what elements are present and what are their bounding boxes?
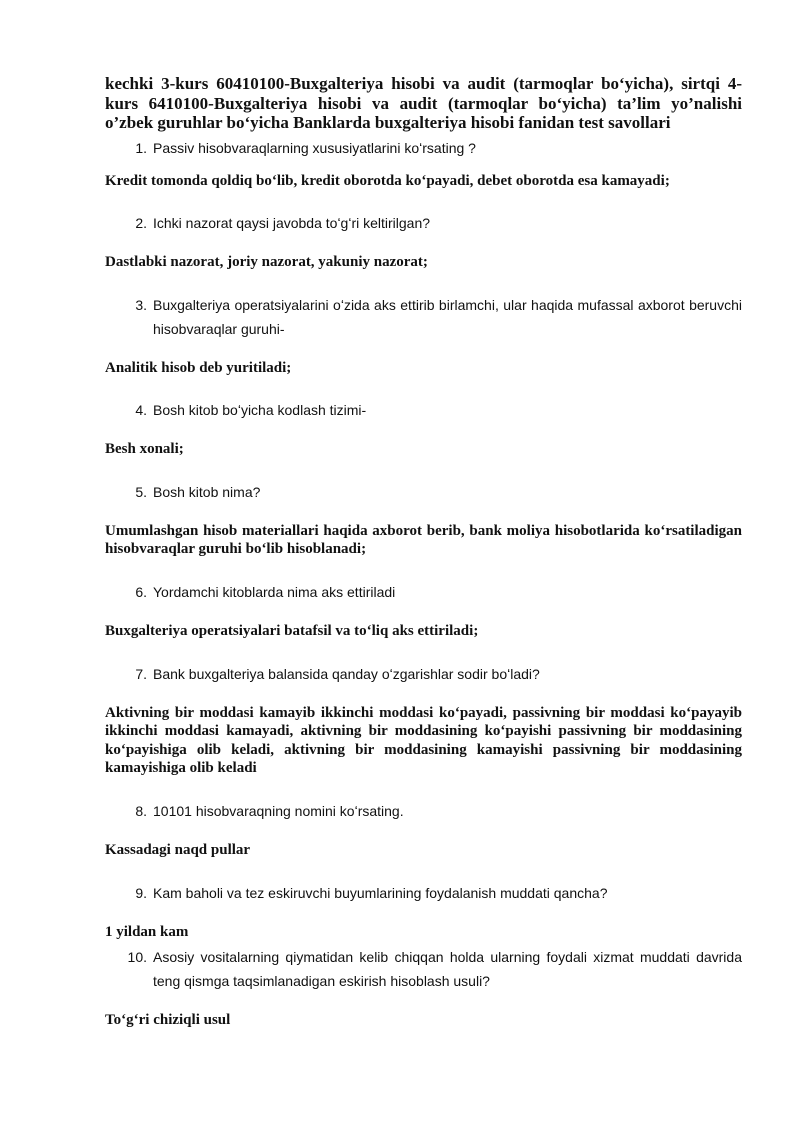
answer-text: Besh xonali; — [105, 441, 184, 458]
question-text: Bosh kitob nima? — [153, 483, 261, 500]
question-item — [105, 580, 742, 641]
document-title: kechki 3-kurs 60410100-Buxgalteriya hisobi va audit (tarmoqlar bo‘yicha), sirtqi 4-kurs 6410100-Buxgalteriya hisobi va audit (tarmoqlar bo‘yicha) ta’lim yo’nalishi o’zbek guruhlar bo‘yicha Banklarda buxgalteriya hisobi fanidan test savollari — [105, 74, 742, 132]
document-page — [105, 74, 742, 1051]
question-number: 6. — [135, 584, 147, 601]
question-number: 1. — [135, 139, 147, 156]
answer-text: Aktivning bir moddasi kamayib ikkinchi moddasi ko‘payadi, passivning bir moddasi ko‘payayib ikkinchi moddasi kamayadi, aktivning bir moddasining ko‘payishi passivning bir moddasining ko‘payishiga olib keladi, aktivning bir moddasining kamayishi passivning bir moddasining kamayishiga olib keladi — [105, 704, 742, 777]
question-row — [105, 398, 742, 422]
question-row — [105, 580, 742, 604]
question-item — [105, 136, 742, 191]
question-item — [105, 945, 742, 1030]
answer-text: Kredit tomonda qoldiq bo‘lib, kredit oborotda ko‘payadi, debet oborotda esa kamayadi; — [105, 172, 670, 189]
question-text: Buxgalteriya operatsiyalarini oʻzida aks ettirib birlamchi, ular haqida mufassal axborot beruvchi hisobvaraqlar guruhi- — [153, 296, 742, 337]
question-row — [105, 799, 742, 823]
question-row — [105, 293, 742, 341]
answer-text: Kassadagi naqd pullar — [105, 842, 251, 859]
question-item — [105, 662, 742, 778]
question-number: 4. — [135, 402, 147, 419]
question-row — [105, 211, 742, 235]
question-item — [105, 398, 742, 459]
question-number: 10. — [127, 949, 147, 966]
question-text: Bank buxgalteriya balansida qanday oʻzgarishlar sodir boʻladi? — [153, 665, 540, 682]
answer-text: Analitik hisob deb yuritiladi; — [105, 359, 292, 376]
question-text: Kam baholi va tez eskiruvchi buyumlarining foydalanish muddati qancha? — [153, 884, 608, 901]
question-number: 3. — [135, 296, 147, 313]
question-text: 10101 hisobvaraqning nomini koʻrsating. — [153, 803, 404, 820]
question-number: 7. — [135, 665, 147, 682]
question-row — [105, 881, 742, 905]
question-text: Bosh kitob boʻyicha kodlash tizimi- — [153, 402, 367, 419]
question-number: 2. — [135, 215, 147, 232]
answer-text: Dastlabki nazorat, joriy nazorat, yakuniy nazorat; — [105, 254, 428, 271]
question-text: Asosiy vositalarning qiymatidan kelib chiqqan holda ularning foydali xizmat muddati davrida teng qismga taqsimlanadigan eskirish hisoblash usuli? — [153, 949, 742, 990]
question-row — [105, 662, 742, 686]
question-text: Passiv hisobvaraqlarning xususiyatlarini koʻrsating ? — [153, 139, 476, 156]
question-item — [105, 881, 742, 942]
question-row — [105, 136, 742, 160]
question-item — [105, 799, 742, 860]
question-number: 5. — [135, 483, 147, 500]
question-row — [105, 480, 742, 504]
question-row — [105, 945, 742, 993]
question-text: Yordamchi kitoblarda nima aks ettiriladi — [153, 584, 396, 601]
question-text: Ichki nazorat qaysi javobda toʻgʻri keltirilgan? — [153, 215, 431, 232]
question-item — [105, 211, 742, 272]
answer-text: Buxgalteriya operatsiyalari batafsil va to‘liq aks ettiriladi; — [105, 623, 479, 640]
question-number: 8. — [135, 803, 147, 820]
question-item — [105, 293, 742, 378]
question-item — [105, 480, 742, 559]
answer-text: To‘g‘ri chiziqli usul — [105, 1012, 231, 1029]
question-number: 9. — [135, 884, 147, 901]
answer-text: Umumlashgan hisob materiallari haqida axborot berib, bank moliya hisobotlarida ko‘rsatiladigan hisobvaraqlar guruhi bo‘lib hisoblanadi; — [105, 522, 742, 558]
answer-text: 1 yildan kam — [105, 923, 189, 940]
